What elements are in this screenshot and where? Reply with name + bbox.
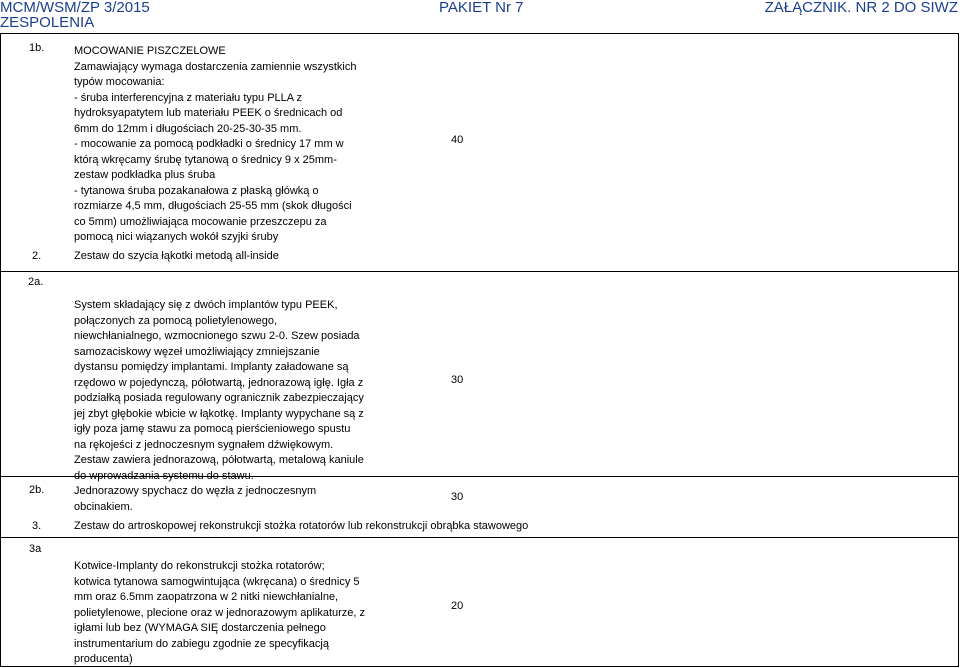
row-quantity: 30 [451, 374, 464, 386]
row-description: Zestaw do artroskopowej rekonstrukcji stożka rotatorów lub rekonstrukcji obrąbka stawowego [74, 520, 529, 532]
row-number: 1b. [29, 42, 45, 54]
row-description: MOCOWANIE PISZCZELOWE Zamawiający wymaga dostarczenia zamiennie wszystkich typów mocowania: - śruba interferencyjna z materiału typu PLLA z hydroksyapatytem lub materiału PEEK o średnicach od 6mm do 12mm i długościach 20-25-30-35 mm. - mocowanie za pomocą podkładki o średnicy 17 mm w którą wkręcamy śrubę tytanową o średnicy 9 x 25mm- zestaw podkładka plus śruba - tytanowa śruba pozakanałowa z płaską główką o rozmiarze 4,5 mm, długościach 25-55 mm (skok długości co 5mm) umożliwiająca mocowanie przeszczepu za pomocą nici wiązanych wokół szyjki śruby [74, 45, 357, 243]
row-description: System składający się z dwóch implantów typu PEEK, połączonych za pomocą polietylenowego, niewchłanialnego, wzmocnionego szwu 2-0. Szew posiada samozaciskowy węzeł umożliwiający zmniejszanie dystansu pomiędzy implantami. Implanty załadowane są rzędowo w pojedynczą, półotwartą, jednorazową igłę. Igła z podziałką posiada regulowany ogranicznik zabezpieczający jej zbyt głębokie wbicie w łąkotkę. Implanty wypychane są z igły poza jamę stawu za pomocą pierścieniowego spustu na rękojeści z jednoczesnym sygnałem dźwiękowym. Zestaw zawiera jednorazową, półotwartą, metalową kaniule do wprowadzania systemu do stawu. [74, 299, 364, 482]
table-border-left [0, 33, 1, 667]
row-quantity: 20 [451, 600, 464, 612]
row-number: 3. [32, 520, 42, 532]
row-number: 2. [32, 250, 42, 262]
row-divider [0, 537, 959, 538]
row-description: Jednorazowy spychacz do węzła z jednoczesnym obcinakiem. [74, 485, 317, 513]
row-number: 2b. [29, 484, 45, 496]
row-quantity: 30 [451, 491, 464, 503]
table-border-top [0, 33, 959, 34]
row-divider [0, 271, 959, 272]
package-label: PAKIET Nr 7 [439, 0, 524, 16]
reference-number: MCM/WSM/ZP 3/2015 [0, 0, 150, 16]
reference-subtitle: ZESPOLENIA [0, 14, 95, 31]
row-description: Kotwice-Implanty do rekonstrukcji stożka rotatorów; kotwica tytanowa samogwintująca (wkręcana) o średnicy 5 mm oraz 6.5mm zaopatrzona w 2 nitki niewchłanialne, polietylenowe, plecione oraz w jednorazowym aplikaturze, z igłami lub bez (WYMAGA SIĘ dostarczenia pełnego instrumentarium do zabiegu zgodnie ze specyfikacją producenta) [74, 560, 366, 665]
table-border-right [958, 33, 959, 667]
row-description: Zestaw do szycia łąkotki metodą all-inside [74, 250, 279, 262]
attachment-label: ZAŁĄCZNIK. NR 2 DO SIWZ [764, 0, 958, 16]
row-number: 2a. [28, 276, 44, 288]
row-number: 3a [29, 543, 42, 555]
row-quantity: 40 [451, 134, 464, 146]
